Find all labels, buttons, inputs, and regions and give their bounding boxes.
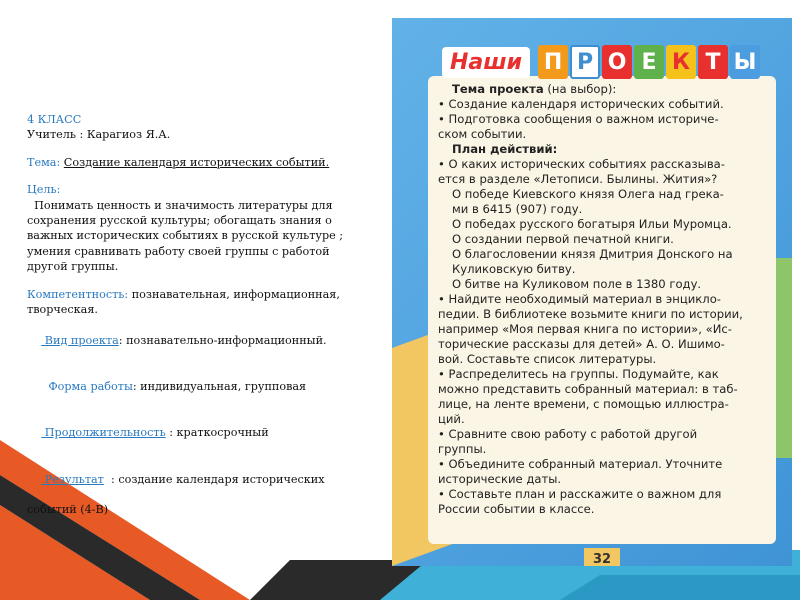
text-line — [438, 412, 774, 427]
text-line — [438, 127, 774, 142]
text-line-main: например «Моя первая книга по истории», «Ис- — [438, 322, 732, 336]
title-letter-tile: П — [538, 45, 568, 79]
project-type-label: Вид проекта — [41, 333, 119, 347]
title-letter-tile: Р — [570, 45, 600, 79]
text-line — [438, 262, 774, 277]
text-line — [438, 337, 774, 352]
text-line-main: ций. — [438, 412, 465, 426]
text-line — [438, 322, 774, 337]
text-line-main: • Подготовка сообщения о важном историче- — [438, 112, 719, 126]
text-line — [438, 277, 774, 292]
text-line-main: • Найдите необходимый материал в энцикло- — [438, 292, 721, 306]
text-line-main: План действий: — [452, 142, 558, 156]
text-line-main: ми в 6415 (907) году. — [452, 202, 583, 216]
text-line-main: группы. — [438, 442, 487, 456]
grade-label: 4 КЛАСС — [27, 113, 82, 126]
text-line-main: Куликовскую битву. — [452, 262, 576, 276]
result-line-2: событий (4-В) — [27, 503, 109, 517]
text-line — [438, 142, 774, 157]
duration-label: Продолжительность — [41, 426, 166, 440]
text-line-main: • Объедините собранный материал. Уточните — [438, 457, 723, 471]
text-line — [438, 82, 774, 97]
goal-line: важных исторических событиях в русской культуре ; — [27, 229, 344, 243]
duration-value: : краткосрочный — [165, 426, 269, 440]
title-letter-tile: О — [602, 45, 632, 79]
title-letter-tile: Е — [634, 45, 664, 79]
text-line-main: ском событии. — [438, 127, 527, 141]
competence-label: Компетентность: — [27, 287, 129, 301]
text-line — [438, 442, 774, 457]
text-line-main: Тема проекта — [452, 82, 544, 96]
competence-line — [27, 287, 363, 302]
text-line — [438, 427, 774, 442]
goal-label: Цель: — [27, 183, 61, 197]
text-line-main: • Создание календаря исторических событий. — [438, 97, 724, 111]
result-line — [27, 456, 363, 502]
text-line-main: • Составьте план и расскажите о важном для — [438, 487, 722, 501]
text-line — [438, 472, 774, 487]
title-word: Наши — [442, 47, 530, 78]
text-line-main: лице, на ленте времени, с помощью иллюстра- — [438, 397, 729, 411]
work-form-value: : индивидуальная, групповая — [132, 380, 307, 394]
text-line-main: России событии в классе. — [438, 502, 595, 516]
title-letter-tile: К — [666, 45, 696, 79]
competence-value: познавательная, информационная, — [128, 287, 340, 301]
project-type-line — [27, 317, 363, 363]
text-line — [438, 157, 774, 172]
text-line — [438, 382, 774, 397]
result-label: Результат — [41, 472, 104, 486]
text-line — [438, 232, 774, 247]
text-line — [438, 217, 774, 232]
goal-line: сохранения русской культуры; обогащать знания о — [27, 214, 332, 228]
competence-line-2: творческая. — [27, 303, 98, 317]
text-line — [438, 292, 774, 307]
title-letter-tile: Ы — [730, 45, 760, 79]
goal-line: другой группы. — [27, 260, 119, 274]
text-line — [438, 187, 774, 202]
text-line-main: педии. В библиотеке возьмите книги по истории, — [438, 307, 743, 321]
text-line-main: О создании первой печатной книги. — [452, 232, 674, 246]
textbook-page — [392, 18, 792, 566]
text-line-main: О победе Киевского князя Олега над грека- — [452, 187, 724, 201]
text-line — [438, 112, 774, 127]
text-line — [438, 172, 774, 187]
text-line — [438, 307, 774, 322]
text-line-extra: (на выбор): — [543, 82, 617, 96]
theme-line — [27, 155, 363, 170]
project-type-value: : познавательно-информационный. — [118, 333, 327, 347]
text-line — [438, 487, 774, 502]
text-line — [438, 502, 774, 517]
lesson-info-panel — [27, 112, 363, 518]
text-line-main: • Распределитесь на группы. Подумайте, как — [438, 367, 719, 381]
text-line — [438, 97, 774, 112]
title-letter-tile: Т — [698, 45, 728, 79]
work-form-line — [27, 364, 363, 410]
text-line — [438, 457, 774, 472]
text-line — [438, 397, 774, 412]
text-line-main: О битве на Куликовом поле в 1380 году. — [452, 277, 702, 291]
work-form-label: Форма работы — [41, 380, 133, 394]
text-line — [438, 352, 774, 367]
text-line-main: исторические даты. — [438, 472, 562, 486]
teacher-name: Учитель : Карагиоз Я.А. — [27, 128, 171, 142]
text-line-main: О благословении князя Дмитрия Донского на — [452, 247, 733, 261]
project-plan-text — [438, 82, 774, 517]
text-line-main: • О каких исторических событиях рассказыва- — [438, 157, 725, 171]
page-number: 32 — [584, 548, 620, 566]
theme-value: Создание календаря исторических событий. — [63, 155, 330, 169]
duration-line — [27, 410, 363, 456]
text-line — [438, 367, 774, 382]
goal-line: Понимать ценность и значимость литературы для — [27, 198, 333, 212]
text-line-main: можно представить собранный материал: в таб- — [438, 382, 738, 396]
goal-line: умения сравнивать работу своей группы с работой — [27, 244, 330, 258]
result-value: : создание календаря исторических — [103, 472, 325, 486]
text-line — [438, 202, 774, 217]
text-line-main: вой. Составьте список литературы. — [438, 352, 657, 366]
text-line — [438, 247, 774, 262]
theme-label: Тема: — [27, 155, 61, 169]
text-line-main: ется в разделе «Летописи. Былины. Жития»? — [438, 172, 718, 186]
text-line-main: • Сравните свою работу с работой другой — [438, 427, 698, 441]
text-line-main: торические рассказы для детей» А. О. Ишимо- — [438, 337, 725, 351]
projects-title — [442, 42, 762, 82]
text-line-main: О победах русского богатыря Ильи Муромца. — [452, 217, 732, 231]
